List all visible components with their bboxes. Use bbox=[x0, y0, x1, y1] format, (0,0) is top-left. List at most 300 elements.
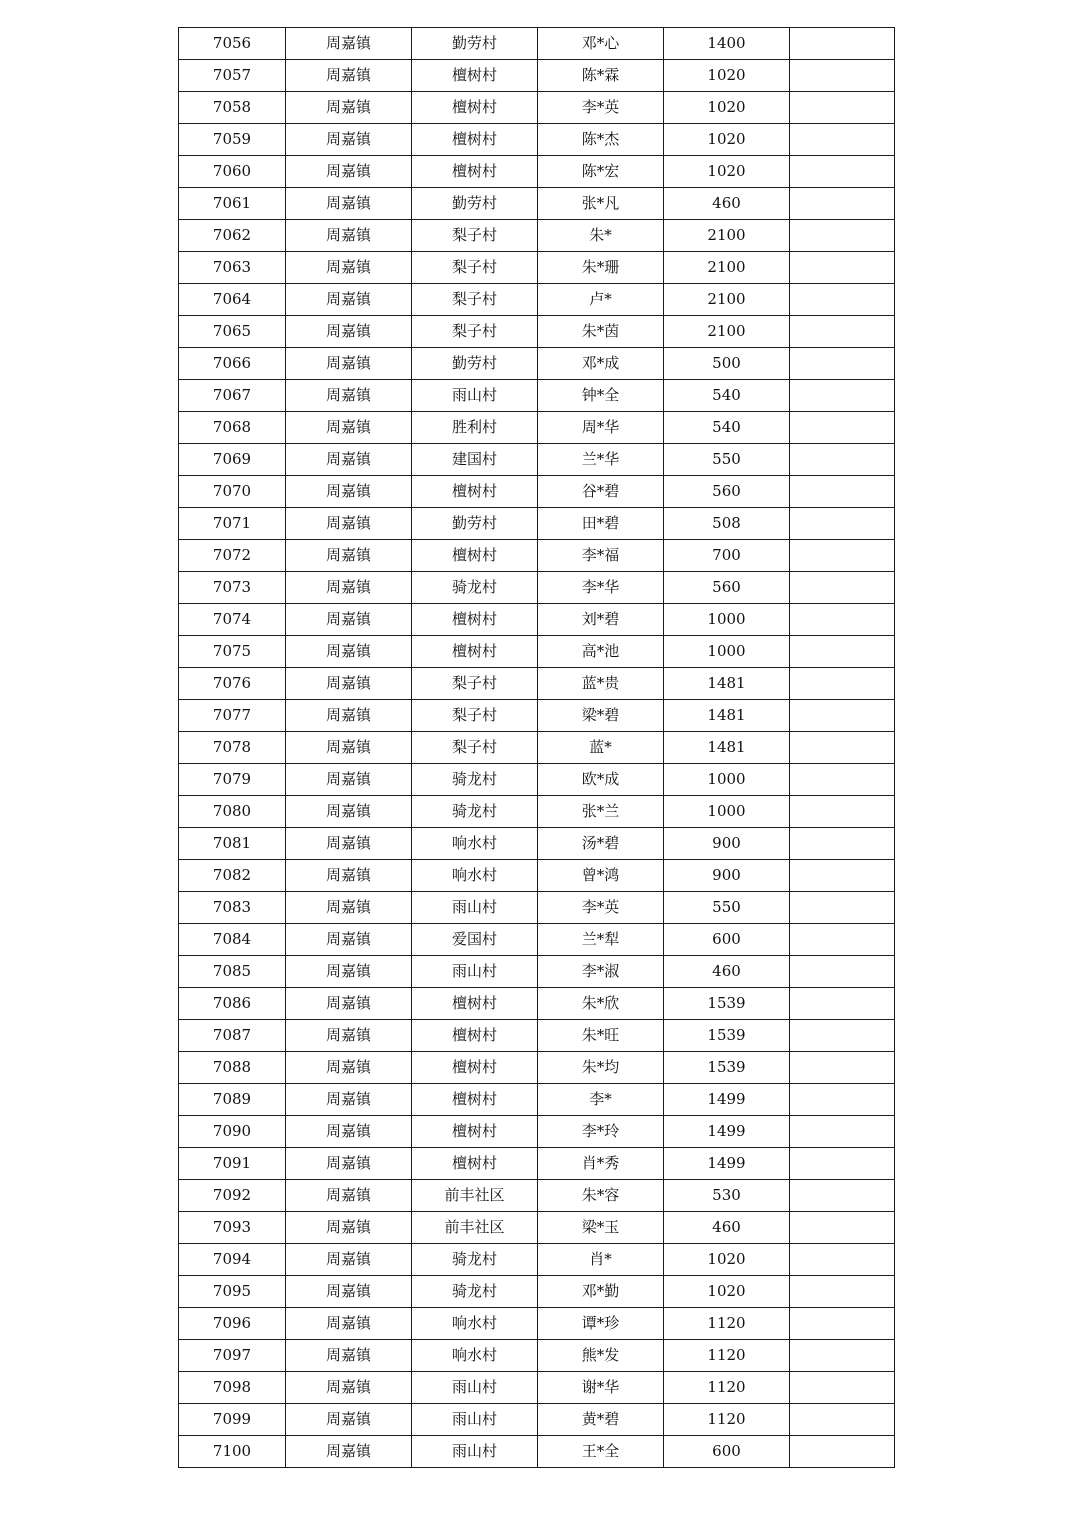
row-number-cell: 7082 bbox=[179, 860, 286, 892]
name-cell: 欧*成 bbox=[538, 764, 664, 796]
table-row bbox=[179, 1116, 895, 1148]
amount-cell: 1020 bbox=[664, 156, 790, 188]
name-cell: 朱*欣 bbox=[538, 988, 664, 1020]
row-number-cell: 7077 bbox=[179, 700, 286, 732]
amount-cell: 1539 bbox=[664, 988, 790, 1020]
row-number-cell: 7060 bbox=[179, 156, 286, 188]
table-row bbox=[179, 604, 895, 636]
table-row bbox=[179, 892, 895, 924]
name-cell: 朱*珊 bbox=[538, 252, 664, 284]
village-cell: 檀树村 bbox=[412, 476, 538, 508]
note-cell bbox=[790, 1084, 895, 1116]
name-cell: 邓*勤 bbox=[538, 1276, 664, 1308]
town-cell: 周嘉镇 bbox=[286, 92, 412, 124]
subsidy-table bbox=[178, 27, 895, 1468]
village-cell: 檀树村 bbox=[412, 156, 538, 188]
town-cell: 周嘉镇 bbox=[286, 1084, 412, 1116]
table-row bbox=[179, 540, 895, 572]
table-row bbox=[179, 668, 895, 700]
name-cell: 朱*容 bbox=[538, 1180, 664, 1212]
village-cell: 响水村 bbox=[412, 1340, 538, 1372]
amount-cell: 600 bbox=[664, 924, 790, 956]
table-row bbox=[179, 348, 895, 380]
table-row bbox=[179, 1052, 895, 1084]
name-cell: 邓*成 bbox=[538, 348, 664, 380]
note-cell bbox=[790, 188, 895, 220]
name-cell: 卢* bbox=[538, 284, 664, 316]
village-cell: 梨子村 bbox=[412, 252, 538, 284]
note-cell bbox=[790, 92, 895, 124]
row-number-cell: 7083 bbox=[179, 892, 286, 924]
note-cell bbox=[790, 1116, 895, 1148]
row-number-cell: 7058 bbox=[179, 92, 286, 124]
table-row bbox=[179, 1148, 895, 1180]
town-cell: 周嘉镇 bbox=[286, 348, 412, 380]
row-number-cell: 7096 bbox=[179, 1308, 286, 1340]
note-cell bbox=[790, 348, 895, 380]
village-cell: 响水村 bbox=[412, 1308, 538, 1340]
note-cell bbox=[790, 572, 895, 604]
village-cell: 梨子村 bbox=[412, 316, 538, 348]
amount-cell: 530 bbox=[664, 1180, 790, 1212]
village-cell: 檀树村 bbox=[412, 1084, 538, 1116]
note-cell bbox=[790, 284, 895, 316]
name-cell: 蓝*贵 bbox=[538, 668, 664, 700]
table-row bbox=[179, 156, 895, 188]
table-row bbox=[179, 1212, 895, 1244]
town-cell: 周嘉镇 bbox=[286, 1052, 412, 1084]
village-cell: 骑龙村 bbox=[412, 796, 538, 828]
amount-cell: 1020 bbox=[664, 1244, 790, 1276]
name-cell: 兰*犁 bbox=[538, 924, 664, 956]
town-cell: 周嘉镇 bbox=[286, 188, 412, 220]
amount-cell: 1000 bbox=[664, 796, 790, 828]
town-cell: 周嘉镇 bbox=[286, 604, 412, 636]
amount-cell: 1539 bbox=[664, 1052, 790, 1084]
note-cell bbox=[790, 796, 895, 828]
name-cell: 兰*华 bbox=[538, 444, 664, 476]
row-number-cell: 7089 bbox=[179, 1084, 286, 1116]
table-row bbox=[179, 1276, 895, 1308]
note-cell bbox=[790, 1404, 895, 1436]
note-cell bbox=[790, 380, 895, 412]
note-cell bbox=[790, 1372, 895, 1404]
row-number-cell: 7099 bbox=[179, 1404, 286, 1436]
name-cell: 李*英 bbox=[538, 92, 664, 124]
name-cell: 田*碧 bbox=[538, 508, 664, 540]
town-cell: 周嘉镇 bbox=[286, 284, 412, 316]
row-number-cell: 7069 bbox=[179, 444, 286, 476]
town-cell: 周嘉镇 bbox=[286, 124, 412, 156]
name-cell: 蓝* bbox=[538, 732, 664, 764]
village-cell: 檀树村 bbox=[412, 92, 538, 124]
town-cell: 周嘉镇 bbox=[286, 764, 412, 796]
amount-cell: 550 bbox=[664, 444, 790, 476]
note-cell bbox=[790, 732, 895, 764]
village-cell: 骑龙村 bbox=[412, 1276, 538, 1308]
name-cell: 朱*茵 bbox=[538, 316, 664, 348]
amount-cell: 1000 bbox=[664, 764, 790, 796]
note-cell bbox=[790, 444, 895, 476]
name-cell: 熊*发 bbox=[538, 1340, 664, 1372]
note-cell bbox=[790, 828, 895, 860]
amount-cell: 1000 bbox=[664, 636, 790, 668]
village-cell: 前丰社区 bbox=[412, 1212, 538, 1244]
name-cell: 周*华 bbox=[538, 412, 664, 444]
village-cell: 雨山村 bbox=[412, 1436, 538, 1468]
village-cell: 雨山村 bbox=[412, 1404, 538, 1436]
note-cell bbox=[790, 1212, 895, 1244]
amount-cell: 1120 bbox=[664, 1372, 790, 1404]
village-cell: 檀树村 bbox=[412, 988, 538, 1020]
table-row bbox=[179, 1372, 895, 1404]
village-cell: 檀树村 bbox=[412, 636, 538, 668]
name-cell: 李*福 bbox=[538, 540, 664, 572]
name-cell: 李*玲 bbox=[538, 1116, 664, 1148]
row-number-cell: 7090 bbox=[179, 1116, 286, 1148]
village-cell: 胜利村 bbox=[412, 412, 538, 444]
note-cell bbox=[790, 1020, 895, 1052]
amount-cell: 1499 bbox=[664, 1084, 790, 1116]
row-number-cell: 7087 bbox=[179, 1020, 286, 1052]
row-number-cell: 7098 bbox=[179, 1372, 286, 1404]
row-number-cell: 7086 bbox=[179, 988, 286, 1020]
amount-cell: 1120 bbox=[664, 1308, 790, 1340]
note-cell bbox=[790, 1180, 895, 1212]
town-cell: 周嘉镇 bbox=[286, 508, 412, 540]
row-number-cell: 7072 bbox=[179, 540, 286, 572]
row-number-cell: 7070 bbox=[179, 476, 286, 508]
amount-cell: 900 bbox=[664, 828, 790, 860]
town-cell: 周嘉镇 bbox=[286, 252, 412, 284]
town-cell: 周嘉镇 bbox=[286, 796, 412, 828]
table-row bbox=[179, 732, 895, 764]
table-row bbox=[179, 956, 895, 988]
note-cell bbox=[790, 156, 895, 188]
name-cell: 李*华 bbox=[538, 572, 664, 604]
amount-cell: 1020 bbox=[664, 92, 790, 124]
town-cell: 周嘉镇 bbox=[286, 700, 412, 732]
note-cell bbox=[790, 1244, 895, 1276]
amount-cell: 2100 bbox=[664, 316, 790, 348]
village-cell: 雨山村 bbox=[412, 380, 538, 412]
note-cell bbox=[790, 956, 895, 988]
town-cell: 周嘉镇 bbox=[286, 1340, 412, 1372]
village-cell: 檀树村 bbox=[412, 124, 538, 156]
name-cell: 谭*珍 bbox=[538, 1308, 664, 1340]
table-row bbox=[179, 316, 895, 348]
row-number-cell: 7064 bbox=[179, 284, 286, 316]
name-cell: 汤*碧 bbox=[538, 828, 664, 860]
note-cell bbox=[790, 476, 895, 508]
row-number-cell: 7071 bbox=[179, 508, 286, 540]
name-cell: 陈*杰 bbox=[538, 124, 664, 156]
amount-cell: 508 bbox=[664, 508, 790, 540]
note-cell bbox=[790, 124, 895, 156]
row-number-cell: 7059 bbox=[179, 124, 286, 156]
name-cell: 曾*鸿 bbox=[538, 860, 664, 892]
table-row bbox=[179, 1084, 895, 1116]
table-row bbox=[179, 700, 895, 732]
table-row bbox=[179, 380, 895, 412]
town-cell: 周嘉镇 bbox=[286, 540, 412, 572]
table-row bbox=[179, 1180, 895, 1212]
town-cell: 周嘉镇 bbox=[286, 892, 412, 924]
town-cell: 周嘉镇 bbox=[286, 1276, 412, 1308]
amount-cell: 700 bbox=[664, 540, 790, 572]
table-row bbox=[179, 188, 895, 220]
note-cell bbox=[790, 1148, 895, 1180]
note-cell bbox=[790, 220, 895, 252]
town-cell: 周嘉镇 bbox=[286, 1116, 412, 1148]
town-cell: 周嘉镇 bbox=[286, 732, 412, 764]
village-cell: 勤劳村 bbox=[412, 188, 538, 220]
row-number-cell: 7092 bbox=[179, 1180, 286, 1212]
note-cell bbox=[790, 668, 895, 700]
note-cell bbox=[790, 988, 895, 1020]
village-cell: 檀树村 bbox=[412, 1020, 538, 1052]
row-number-cell: 7065 bbox=[179, 316, 286, 348]
town-cell: 周嘉镇 bbox=[286, 956, 412, 988]
town-cell: 周嘉镇 bbox=[286, 988, 412, 1020]
village-cell: 爱国村 bbox=[412, 924, 538, 956]
row-number-cell: 7093 bbox=[179, 1212, 286, 1244]
amount-cell: 460 bbox=[664, 956, 790, 988]
table-row bbox=[179, 60, 895, 92]
note-cell bbox=[790, 700, 895, 732]
village-cell: 梨子村 bbox=[412, 220, 538, 252]
name-cell: 李*淑 bbox=[538, 956, 664, 988]
town-cell: 周嘉镇 bbox=[286, 636, 412, 668]
village-cell: 雨山村 bbox=[412, 1372, 538, 1404]
village-cell: 梨子村 bbox=[412, 668, 538, 700]
name-cell: 邓*心 bbox=[538, 28, 664, 60]
table-row bbox=[179, 828, 895, 860]
table-row bbox=[179, 1340, 895, 1372]
note-cell bbox=[790, 1436, 895, 1468]
village-cell: 雨山村 bbox=[412, 892, 538, 924]
row-number-cell: 7068 bbox=[179, 412, 286, 444]
row-number-cell: 7081 bbox=[179, 828, 286, 860]
note-cell bbox=[790, 252, 895, 284]
name-cell: 陈*宏 bbox=[538, 156, 664, 188]
name-cell: 朱*均 bbox=[538, 1052, 664, 1084]
village-cell: 勤劳村 bbox=[412, 28, 538, 60]
table-row bbox=[179, 444, 895, 476]
row-number-cell: 7076 bbox=[179, 668, 286, 700]
name-cell: 高*池 bbox=[538, 636, 664, 668]
name-cell: 肖* bbox=[538, 1244, 664, 1276]
village-cell: 勤劳村 bbox=[412, 508, 538, 540]
note-cell bbox=[790, 636, 895, 668]
amount-cell: 1481 bbox=[664, 668, 790, 700]
table-row bbox=[179, 28, 895, 60]
amount-cell: 550 bbox=[664, 892, 790, 924]
town-cell: 周嘉镇 bbox=[286, 1372, 412, 1404]
town-cell: 周嘉镇 bbox=[286, 1404, 412, 1436]
amount-cell: 1020 bbox=[664, 60, 790, 92]
village-cell: 响水村 bbox=[412, 860, 538, 892]
note-cell bbox=[790, 924, 895, 956]
village-cell: 骑龙村 bbox=[412, 1244, 538, 1276]
town-cell: 周嘉镇 bbox=[286, 156, 412, 188]
name-cell: 谢*华 bbox=[538, 1372, 664, 1404]
name-cell: 钟*全 bbox=[538, 380, 664, 412]
village-cell: 檀树村 bbox=[412, 540, 538, 572]
row-number-cell: 7073 bbox=[179, 572, 286, 604]
name-cell: 张*兰 bbox=[538, 796, 664, 828]
town-cell: 周嘉镇 bbox=[286, 1212, 412, 1244]
name-cell: 陈*霖 bbox=[538, 60, 664, 92]
note-cell bbox=[790, 1308, 895, 1340]
row-number-cell: 7075 bbox=[179, 636, 286, 668]
amount-cell: 2100 bbox=[664, 252, 790, 284]
note-cell bbox=[790, 604, 895, 636]
town-cell: 周嘉镇 bbox=[286, 860, 412, 892]
name-cell: 李*英 bbox=[538, 892, 664, 924]
note-cell bbox=[790, 28, 895, 60]
table-row bbox=[179, 1308, 895, 1340]
name-cell: 肖*秀 bbox=[538, 1148, 664, 1180]
town-cell: 周嘉镇 bbox=[286, 1308, 412, 1340]
town-cell: 周嘉镇 bbox=[286, 28, 412, 60]
amount-cell: 2100 bbox=[664, 220, 790, 252]
town-cell: 周嘉镇 bbox=[286, 60, 412, 92]
row-number-cell: 7078 bbox=[179, 732, 286, 764]
amount-cell: 2100 bbox=[664, 284, 790, 316]
row-number-cell: 7062 bbox=[179, 220, 286, 252]
row-number-cell: 7063 bbox=[179, 252, 286, 284]
row-number-cell: 7066 bbox=[179, 348, 286, 380]
table-row bbox=[179, 924, 895, 956]
amount-cell: 1539 bbox=[664, 1020, 790, 1052]
town-cell: 周嘉镇 bbox=[286, 444, 412, 476]
row-number-cell: 7074 bbox=[179, 604, 286, 636]
row-number-cell: 7057 bbox=[179, 60, 286, 92]
note-cell bbox=[790, 1340, 895, 1372]
row-number-cell: 7056 bbox=[179, 28, 286, 60]
village-cell: 檀树村 bbox=[412, 1148, 538, 1180]
amount-cell: 1400 bbox=[664, 28, 790, 60]
village-cell: 雨山村 bbox=[412, 956, 538, 988]
name-cell: 朱* bbox=[538, 220, 664, 252]
village-cell: 前丰社区 bbox=[412, 1180, 538, 1212]
note-cell bbox=[790, 1052, 895, 1084]
table-row bbox=[179, 476, 895, 508]
amount-cell: 1020 bbox=[664, 124, 790, 156]
table-row bbox=[179, 1404, 895, 1436]
row-number-cell: 7079 bbox=[179, 764, 286, 796]
note-cell bbox=[790, 764, 895, 796]
amount-cell: 560 bbox=[664, 476, 790, 508]
village-cell: 骑龙村 bbox=[412, 572, 538, 604]
table-body bbox=[179, 28, 895, 1468]
amount-cell: 1020 bbox=[664, 1276, 790, 1308]
note-cell bbox=[790, 860, 895, 892]
name-cell: 刘*碧 bbox=[538, 604, 664, 636]
town-cell: 周嘉镇 bbox=[286, 1244, 412, 1276]
amount-cell: 1481 bbox=[664, 732, 790, 764]
table-row bbox=[179, 764, 895, 796]
table-row bbox=[179, 860, 895, 892]
amount-cell: 540 bbox=[664, 412, 790, 444]
table-row bbox=[179, 92, 895, 124]
note-cell bbox=[790, 508, 895, 540]
row-number-cell: 7080 bbox=[179, 796, 286, 828]
village-cell: 檀树村 bbox=[412, 1052, 538, 1084]
row-number-cell: 7100 bbox=[179, 1436, 286, 1468]
village-cell: 响水村 bbox=[412, 828, 538, 860]
row-number-cell: 7085 bbox=[179, 956, 286, 988]
village-cell: 梨子村 bbox=[412, 284, 538, 316]
table-row bbox=[179, 508, 895, 540]
table-row bbox=[179, 124, 895, 156]
town-cell: 周嘉镇 bbox=[286, 220, 412, 252]
town-cell: 周嘉镇 bbox=[286, 380, 412, 412]
table-row bbox=[179, 1436, 895, 1468]
table-row bbox=[179, 636, 895, 668]
row-number-cell: 7088 bbox=[179, 1052, 286, 1084]
table-row bbox=[179, 1244, 895, 1276]
row-number-cell: 7094 bbox=[179, 1244, 286, 1276]
name-cell: 李* bbox=[538, 1084, 664, 1116]
town-cell: 周嘉镇 bbox=[286, 316, 412, 348]
town-cell: 周嘉镇 bbox=[286, 1148, 412, 1180]
row-number-cell: 7084 bbox=[179, 924, 286, 956]
row-number-cell: 7091 bbox=[179, 1148, 286, 1180]
table-row bbox=[179, 1020, 895, 1052]
table-row bbox=[179, 284, 895, 316]
village-cell: 建国村 bbox=[412, 444, 538, 476]
amount-cell: 460 bbox=[664, 188, 790, 220]
town-cell: 周嘉镇 bbox=[286, 828, 412, 860]
amount-cell: 1000 bbox=[664, 604, 790, 636]
amount-cell: 600 bbox=[664, 1436, 790, 1468]
amount-cell: 1120 bbox=[664, 1404, 790, 1436]
amount-cell: 500 bbox=[664, 348, 790, 380]
note-cell bbox=[790, 316, 895, 348]
village-cell: 勤劳村 bbox=[412, 348, 538, 380]
village-cell: 檀树村 bbox=[412, 1116, 538, 1148]
table-row bbox=[179, 572, 895, 604]
table-row bbox=[179, 796, 895, 828]
note-cell bbox=[790, 1276, 895, 1308]
table-row bbox=[179, 988, 895, 1020]
name-cell: 王*全 bbox=[538, 1436, 664, 1468]
name-cell: 谷*碧 bbox=[538, 476, 664, 508]
amount-cell: 1120 bbox=[664, 1340, 790, 1372]
amount-cell: 460 bbox=[664, 1212, 790, 1244]
amount-cell: 560 bbox=[664, 572, 790, 604]
town-cell: 周嘉镇 bbox=[286, 1020, 412, 1052]
village-cell: 梨子村 bbox=[412, 732, 538, 764]
note-cell bbox=[790, 60, 895, 92]
amount-cell: 540 bbox=[664, 380, 790, 412]
table-row bbox=[179, 252, 895, 284]
amount-cell: 1499 bbox=[664, 1116, 790, 1148]
town-cell: 周嘉镇 bbox=[286, 924, 412, 956]
town-cell: 周嘉镇 bbox=[286, 412, 412, 444]
table-row bbox=[179, 412, 895, 444]
town-cell: 周嘉镇 bbox=[286, 572, 412, 604]
village-cell: 梨子村 bbox=[412, 700, 538, 732]
village-cell: 骑龙村 bbox=[412, 764, 538, 796]
town-cell: 周嘉镇 bbox=[286, 1436, 412, 1468]
amount-cell: 1499 bbox=[664, 1148, 790, 1180]
row-number-cell: 7061 bbox=[179, 188, 286, 220]
name-cell: 梁*碧 bbox=[538, 700, 664, 732]
town-cell: 周嘉镇 bbox=[286, 476, 412, 508]
